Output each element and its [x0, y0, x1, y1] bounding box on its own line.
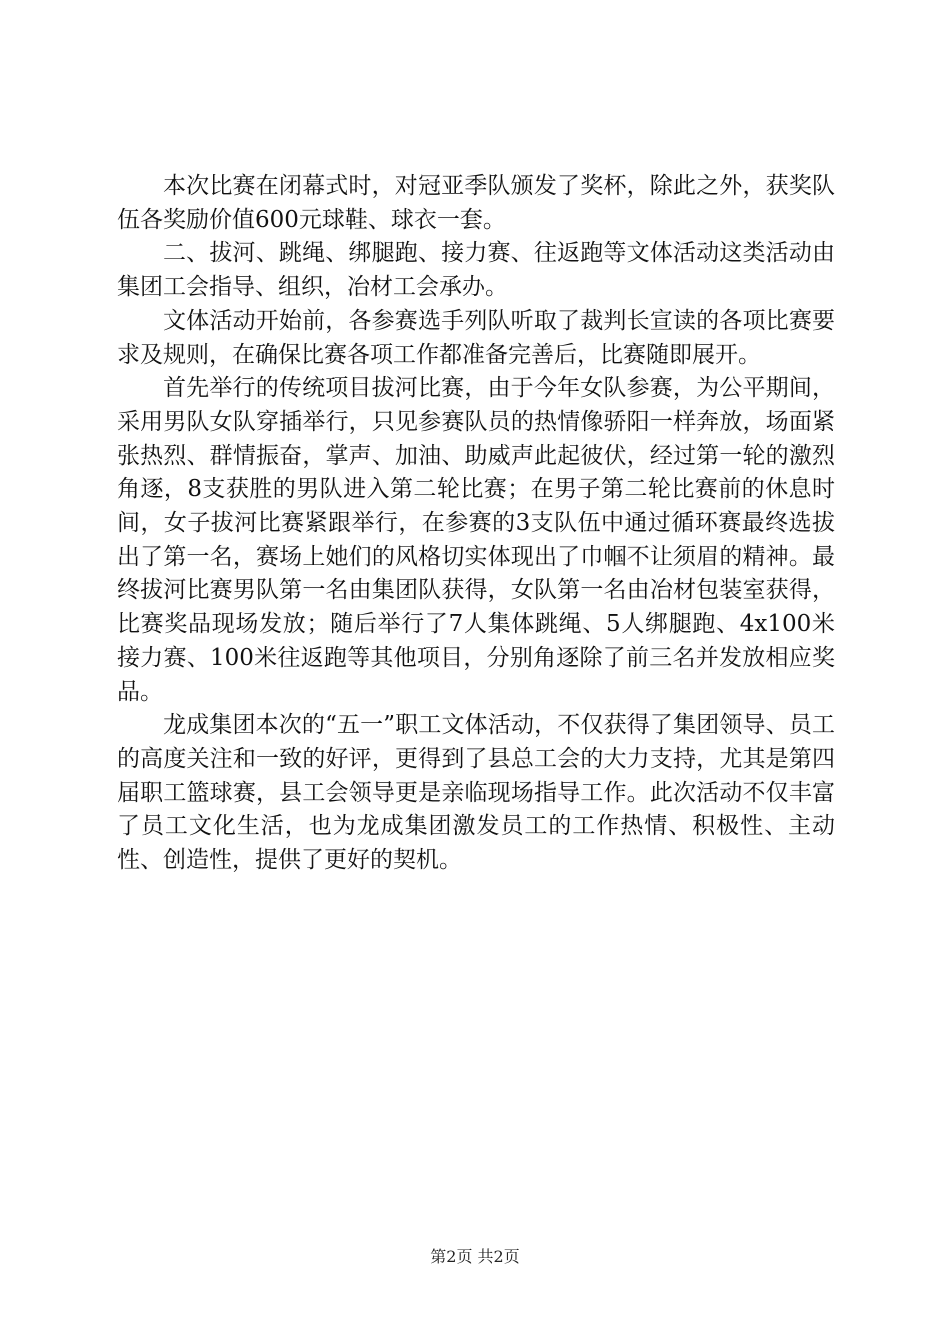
page-number-footer: 第2页 共2页	[430, 1247, 520, 1266]
document-body	[117, 170, 835, 878]
paragraph-tug-of-war: 首先举行的传统项目拔河比赛，由于今年女队参赛，为公平期间，采用男队女队穿插举行，只见参赛队员的热情像骄阳一样奔放，场面紧张热烈、群情振奋，掌声、加油、助威声此起彼伏，经过第一轮的激烈角逐，8支获胜的男队进入第二轮比赛；在男子第二轮比赛前的休息时间，女子拔河比赛紧跟举行，在参赛的3支队伍中通过循环赛最终选拔出了第一名，赛场上她们的风格切实体现出了巾帼不让须眉的精神。最终拔河比赛男队第一名由集团队获得，女队第一名由冶材包装室获得，比赛奖品现场发放；随后举行了7人集体跳绳、5人绑腿跑、4x100米接力赛、100米往返跑等其他项目，分别角逐除了前三名并发放相应奖品。	[117, 375, 835, 705]
paragraph-conclusion: 龙成集团本次的“五一”职工文体活动，不仅获得了集团领导、员工的高度关注和一致的好评，更得到了县总工会的大力支持，尤其是第四届职工篮球赛，县工会领导更是亲临现场指导工作。此次活动不仅丰富了员工文化生活，也为龙成集团激发员工的工作热情、积极性、主动性、创造性，提供了更好的契机。	[117, 712, 835, 874]
paragraph-activities-intro: 二、拔河、跳绳、绑腿跑、接力赛、往返跑等文体活动这类活动由集团工会指导、组织，冶材工会承办。	[117, 240, 835, 301]
paragraph-award: 本次比赛在闭幕式时，对冠亚季队颁发了奖杯，除此之外，获奖队伍各奖励价值600元球鞋、球衣一套。	[117, 173, 835, 233]
paragraph-rules: 文体活动开始前，各参赛选手列队听取了裁判长宣读的各项比赛要求及规则，在确保比赛各项工作都准备完善后，比赛随即展开。	[117, 307, 835, 368]
